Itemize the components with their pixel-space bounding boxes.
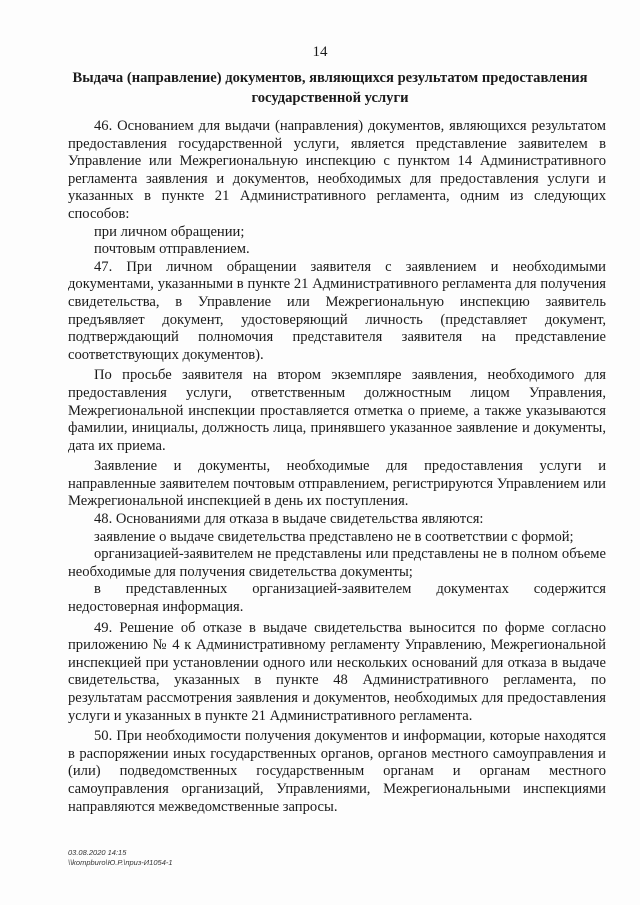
paragraph-method-personal: при личном обращении; xyxy=(94,223,245,240)
section-title: Выдача (направление) документов, являющихся результатом предоставления государственной услуги xyxy=(72,70,588,106)
paragraph-47: 47. При личном обращении заявителя с заявлением и необходимыми документами, указанными в пункте 21 Административного регламента для получения свидетельства, в Управление или Межрегиональную инспекцию заявитель предъявляет документ, удостоверяющий личность (представляет документ, подтверждающий полномочия представителя заявителя на представление соответствующих документов). xyxy=(68,258,606,363)
paragraph-48-reason-unreliable: в представленных организацией-заявителем документах содержится недостоверная информация. xyxy=(68,581,606,616)
footer-date: 03.08.2020 14:15 xyxy=(68,848,127,857)
paragraph-46: 46. Основанием для выдачи (направления) документов, являющихся результатом предоставления государственной услуги, является представление заявителем в Управление или Межрегиональную инспекцию с пунктом 14 Административного регламента заявления и документов, необходимых для предоставления услуги и указанных в пункте 21 Административного регламента, одним из следующих способов: xyxy=(68,118,606,222)
paragraph-48: 48. Основаниями для отказа в выдаче свидетельства являются: xyxy=(94,511,484,528)
paragraph-48-reason-incomplete: организацией-заявителем не представлены или представлены не в полном объеме необходимые для получения свидетельства документы; xyxy=(68,546,606,580)
paragraph-request-mark: По просьбе заявителя на втором экземпляре заявления, необходимого для предоставления услуги, ответственным должностным лицом Управления, Межрегиональной инспекции проставляется отметка о приеме, а также указываются фамилии, инициалы, должность лица, принявшего указанное заявление и документы, дата их приема. xyxy=(68,367,606,454)
paragraph-50: 50. При необходимости получения документов и информации, которые находятся в распоряжении иных государственных органов, органов местного самоуправления и (или) подведомственных государственным органам и органам местного самоуправления организаций, Управлениями, Межрегиональными инспекциями направляются межведомственные запросы. xyxy=(68,728,606,815)
document-footer xyxy=(68,848,173,868)
footer-file-path: \\kompburo\Ю.Р.\приз-И1054-1 xyxy=(68,858,173,867)
document-body xyxy=(68,118,606,816)
page-number: 14 xyxy=(312,44,328,60)
paragraph-49: 49. Решение об отказе в выдаче свидетельства выносится по форме согласно приложению № 4 к Административному регламенту Управлению, Межрегиональной инспекцией при установлении одного или нескольких оснований для отказа в выдаче свидетельства, указанных в пункте 48 Административного регламента, по результатам рассмотрения заявления и документов, необходимых для предоставления услуги и указанных в пункте 21 Административного регламента. xyxy=(68,619,606,724)
paragraph-method-mail: почтовым отправлением. xyxy=(94,241,250,258)
paragraph-mail-registration: Заявление и документы, необходимые для предоставления услуги и направленные заявителем почтовым отправлением, регистрируются Управлением или Межрегиональной инспекцией в день их поступления. xyxy=(68,458,606,510)
paragraph-48-reason-form: заявление о выдаче свидетельства представлено не в соответствии с формой; xyxy=(94,528,574,545)
